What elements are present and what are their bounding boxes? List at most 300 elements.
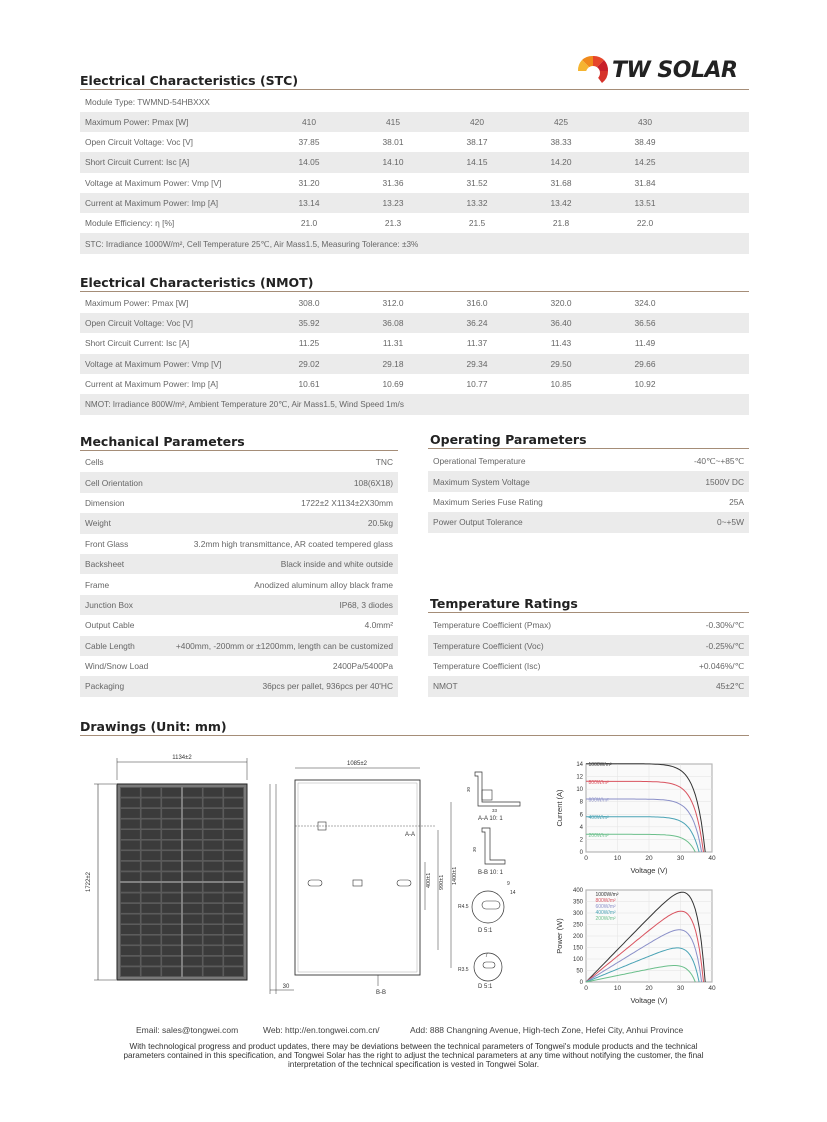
- legend-label: 400W/m²: [595, 910, 616, 916]
- section-details-drawing: [458, 772, 520, 990]
- mechanical-row: [80, 554, 398, 574]
- param-value: TNC: [375, 457, 393, 468]
- solar-cell: [162, 872, 181, 881]
- stc-row: [80, 193, 749, 213]
- solar-cell: [183, 840, 202, 849]
- solar-cell: [141, 946, 160, 955]
- mechanical-row: [80, 452, 398, 472]
- row-value: 14.15: [435, 152, 519, 172]
- solar-cell: [224, 798, 243, 807]
- back-width-dim: 1085±2: [347, 761, 367, 767]
- solar-cell: [203, 809, 222, 818]
- solar-cell: [121, 925, 140, 934]
- row-label: Short Circuit Current: Isc [A]: [85, 338, 190, 349]
- detail-d-dim-7: 7: [485, 953, 488, 959]
- detail-aa-dim-30: 30: [466, 786, 471, 792]
- row-value: 21.8: [552, 218, 570, 229]
- solar-cell: [121, 967, 140, 976]
- x-tick-label: 40: [708, 855, 716, 862]
- y-tick-label: 8: [579, 799, 583, 806]
- nmot-row: [80, 313, 749, 333]
- stc-row: [80, 152, 749, 172]
- row-value: 14.05: [267, 152, 351, 172]
- row-value: 36.08: [351, 313, 435, 333]
- operating-row: [428, 492, 749, 512]
- solar-cell: [203, 935, 222, 944]
- solar-cell: [162, 861, 181, 870]
- solar-cell: [121, 893, 140, 902]
- detail-c-dim-14: 14: [510, 890, 516, 896]
- legend-label: 600W/m²: [588, 797, 609, 804]
- row-value: 13.14: [267, 193, 351, 213]
- section-bb-label: B-B: [376, 990, 387, 996]
- row-value: 410: [267, 112, 351, 132]
- y-tick-label: 200: [572, 934, 583, 940]
- row-value: 37.85: [298, 137, 320, 148]
- y-tick-label: 0: [579, 980, 583, 986]
- solar-cell: [203, 883, 222, 892]
- operating-row: [428, 471, 749, 491]
- solar-cell: [203, 946, 222, 955]
- solar-cell: [121, 819, 140, 828]
- temperature-title-rule: [428, 612, 749, 613]
- row-value: 29.66: [603, 354, 687, 374]
- x-tick-label: 20: [645, 855, 653, 862]
- solar-cell: [162, 819, 181, 828]
- solar-cell: [224, 956, 243, 965]
- stc-note-row: [80, 233, 749, 254]
- mechanical-row: [80, 472, 398, 492]
- solar-cell: [121, 946, 140, 955]
- solar-cell: [121, 830, 140, 839]
- solar-cell: [183, 798, 202, 807]
- row-spacer: [687, 132, 749, 152]
- row-value: 31.52: [466, 177, 488, 188]
- solar-cell: [224, 904, 243, 913]
- legend-label: 1000W/m²: [588, 762, 612, 769]
- drawings-title-rule: [80, 735, 749, 736]
- solar-cell: [162, 798, 181, 807]
- solar-cell: [141, 935, 160, 944]
- param-label: Dimension: [85, 497, 125, 508]
- stc-row: [80, 173, 749, 193]
- row-value: 308.0: [298, 298, 320, 309]
- nmot-note-row: [80, 394, 749, 415]
- solar-cell: [141, 893, 160, 902]
- nmot-section-title: Electrical Characteristics (NMOT): [80, 275, 314, 290]
- solar-cell: [183, 861, 202, 870]
- y-tick-label: 14: [576, 762, 583, 768]
- x-tick-label: 10: [613, 985, 622, 992]
- solar-cell: [141, 840, 160, 849]
- nmot-table: [80, 293, 749, 415]
- row-value: 11.43: [550, 338, 572, 349]
- param-value: 36pcs per pallet, 936pcs per 40'HC: [170, 676, 398, 696]
- param-value: -0.25%/℃: [608, 635, 749, 655]
- y-tick-label: 50: [576, 968, 583, 975]
- solar-cell: [141, 830, 160, 839]
- y-tick-label: 12: [576, 774, 583, 781]
- solar-cell: [203, 830, 222, 839]
- row-value: 13.42: [519, 193, 603, 213]
- solar-cell: [162, 914, 181, 923]
- solar-cell: [183, 830, 202, 839]
- row-value: 36.56: [603, 313, 687, 333]
- y-tick-label: 6: [579, 812, 583, 819]
- solar-cell: [121, 904, 140, 913]
- mechanical-row: [80, 493, 398, 513]
- row-value: 10.69: [382, 378, 404, 389]
- detail-aa-label: A-A 10: 1: [478, 816, 503, 822]
- stc-row: [80, 112, 749, 132]
- row-value: 10.85: [550, 378, 572, 389]
- solar-cell: [224, 830, 243, 839]
- row-spacer: [687, 112, 749, 132]
- detail-bb-label: B-B 10: 1: [478, 870, 504, 876]
- solar-cell: [224, 819, 243, 828]
- detail-bb-dim-30: 30: [472, 846, 477, 852]
- mechanical-row: [80, 636, 398, 656]
- solar-cell: [162, 946, 181, 955]
- solar-cell: [121, 788, 140, 797]
- param-label: Backsheet: [80, 554, 170, 574]
- row-label: Short Circuit Current: Isc [A]: [80, 152, 267, 172]
- solar-cell: [183, 788, 202, 797]
- param-value: +400mm, -200mm or ±1200mm, length can be customized: [170, 636, 398, 656]
- brand-logo-text: TW SOLAR: [612, 58, 738, 83]
- y-tick-label: 150: [572, 945, 583, 952]
- row-value: 10.77: [466, 378, 488, 389]
- param-label: Power Output Tolerance: [428, 512, 608, 532]
- footer-email: Email: sales@tongwei.com: [136, 1025, 239, 1035]
- param-value: IP68, 3 diodes: [170, 595, 398, 615]
- mechanical-row: [80, 513, 398, 533]
- mechanical-row: [80, 676, 398, 696]
- solar-cell: [121, 872, 140, 881]
- solar-cell: [183, 819, 202, 828]
- operating-row: [428, 451, 749, 471]
- param-value: Anodized aluminum alloy black frame: [254, 579, 393, 590]
- y-tick-label: 100: [572, 957, 583, 963]
- solar-cell: [162, 925, 181, 934]
- temperature-row: [428, 615, 749, 635]
- solar-cell: [162, 893, 181, 902]
- solar-cell: [141, 788, 160, 797]
- front-height-dim: 1722±2: [86, 872, 92, 892]
- row-value: 38.49: [634, 137, 656, 148]
- row-value: 430: [603, 112, 687, 132]
- module-type: Module Type: TWMND-54HBXXX: [85, 97, 210, 107]
- row-value: 29.50: [519, 354, 603, 374]
- param-value: 2400Pa/5400Pa: [332, 661, 393, 672]
- param-label: Cable Length: [80, 636, 170, 656]
- solar-cell: [162, 840, 181, 849]
- solar-cell: [162, 809, 181, 818]
- temperature-section-title: Temperature Ratings: [430, 596, 578, 611]
- row-value: 425: [519, 112, 603, 132]
- footer-web: Web: http://en.tongwei.com.cn/: [263, 1025, 380, 1035]
- y-tick-label: 2: [579, 837, 583, 844]
- y-tick-label: 300: [572, 911, 583, 917]
- solar-cell: [203, 893, 222, 902]
- solar-cell: [141, 861, 160, 870]
- solar-cell: [121, 840, 140, 849]
- row-value: 316.0: [466, 298, 488, 309]
- solar-cell: [203, 819, 222, 828]
- back-990-dim: 990±1: [439, 874, 445, 890]
- x-axis-label: Voltage (V): [630, 996, 668, 1005]
- row-spacer: [687, 333, 749, 353]
- row-value: 312.0: [382, 298, 404, 309]
- legend-label: 200W/m²: [595, 916, 616, 922]
- solar-cell: [141, 819, 160, 828]
- legend-label: 800W/m²: [595, 898, 616, 904]
- solar-cell: [224, 893, 243, 902]
- row-spacer: [687, 152, 749, 172]
- stc-note: STC: Irradiance 1000W/m², Cell Temperature 25℃, Air Mass1.5, Measuring Tolerance: ±3%: [80, 233, 749, 254]
- legend-label: 400W/m²: [588, 815, 609, 822]
- detail-c-radius: R4.5: [458, 904, 469, 910]
- pv-curve-chart: [552, 884, 720, 1006]
- legend-label: 1000W/m²: [595, 892, 619, 898]
- row-spacer: [687, 193, 749, 213]
- row-value: 38.01: [382, 137, 404, 148]
- solar-cell: [183, 914, 202, 923]
- row-value: 14.25: [603, 152, 687, 172]
- solar-cell: [141, 925, 160, 934]
- stc-row: [80, 213, 749, 233]
- mechanical-section-title: Mechanical Parameters: [80, 434, 245, 449]
- row-label: Open Circuit Voltage: Voc [V]: [85, 137, 194, 148]
- solar-cell: [121, 809, 140, 818]
- footer-disclaimer: With technological progress and product updates, there may be deviations between the technical parameters of Tongwei's module products and the technical parameters contained in this specification, and Tongwei Solar has the right to adjust the technical parameters at any time without notifying the customer, the final interpretation of the technical specification is vested in Tongwei Solar.: [123, 1042, 704, 1069]
- solar-cell: [224, 925, 243, 934]
- solar-cell: [183, 967, 202, 976]
- solar-cell: [183, 872, 202, 881]
- row-value: 35.92: [267, 313, 351, 333]
- detail-aa-dim-33: 33: [492, 808, 498, 813]
- param-label: Wind/Snow Load: [85, 661, 149, 672]
- solar-cell: [183, 946, 202, 955]
- row-value: 11.31: [382, 338, 404, 349]
- mechanical-row: [80, 574, 398, 594]
- solar-cell: [162, 956, 181, 965]
- solar-cell: [141, 914, 160, 923]
- row-value: 11.25: [298, 338, 320, 349]
- row-label: Module Efficiency: η [%]: [85, 218, 175, 229]
- row-value: 31.20: [298, 177, 320, 188]
- solar-cell: [224, 809, 243, 818]
- solar-cell: [162, 788, 181, 797]
- param-label: Maximum System Voltage: [428, 471, 608, 491]
- operating-title-rule: [428, 448, 749, 449]
- row-label: Maximum Power: Pmax [W]: [80, 112, 267, 132]
- row-value: 36.40: [519, 313, 603, 333]
- solar-cell: [162, 935, 181, 944]
- solar-cell: [141, 872, 160, 881]
- param-value: 108(6X18): [170, 472, 398, 492]
- back-view-drawing: [295, 761, 458, 996]
- solar-cell: [224, 967, 243, 976]
- row-value: 13.23: [351, 193, 435, 213]
- mechanical-table: [80, 452, 398, 697]
- solar-cell: [141, 956, 160, 965]
- mechanical-title-rule: [80, 450, 398, 451]
- solar-cell: [203, 798, 222, 807]
- x-tick-label: 40: [708, 985, 716, 992]
- row-value: 21.0: [300, 218, 318, 229]
- operating-section-title: Operating Parameters: [430, 432, 587, 447]
- param-value: 0~+5W: [608, 512, 749, 532]
- row-value: 10.61: [298, 378, 320, 389]
- row-spacer: [687, 354, 749, 374]
- solar-cell: [224, 935, 243, 944]
- legend-label: 800W/m²: [588, 779, 609, 786]
- solar-cell: [162, 830, 181, 839]
- param-label: Temperature Coefficient (Voc): [428, 635, 608, 655]
- solar-cell: [121, 883, 140, 892]
- nmot-row: [80, 333, 749, 353]
- param-label: Front Glass: [85, 538, 129, 549]
- row-value: 11.49: [634, 338, 656, 349]
- solar-cell: [203, 840, 222, 849]
- param-value: -0.30%/℃: [705, 620, 744, 631]
- tw-solar-logo-icon: [576, 54, 610, 88]
- row-value: 38.33: [550, 137, 572, 148]
- row-spacer: [687, 173, 749, 193]
- nmot-note: NMOT: Irradiance 800W/m², Ambient Temperature 20℃, Air Mass1.5, Wind Speed 1m/s: [80, 394, 749, 415]
- temperature-row: [428, 635, 749, 655]
- operating-row: [428, 512, 749, 532]
- x-tick-label: 30: [676, 985, 685, 992]
- row-label: Open Circuit Voltage: Voc [V]: [80, 313, 267, 333]
- solar-cell: [121, 861, 140, 870]
- solar-cell: [203, 925, 222, 934]
- row-spacer: [687, 313, 749, 333]
- legend-label: 600W/m²: [595, 904, 616, 910]
- solar-cell: [203, 788, 222, 797]
- param-value: 1722±2 X1134±2X30mm: [301, 497, 393, 508]
- section-aa-label: A-A: [405, 832, 416, 838]
- detail-c-dim-9: 9: [507, 881, 510, 887]
- solar-cell: [203, 914, 222, 923]
- front-width-dim: 1134±2: [172, 755, 192, 761]
- param-label: Packaging: [80, 676, 170, 696]
- x-axis-label: Voltage (V): [630, 866, 668, 875]
- y-tick-label: 400: [572, 888, 583, 894]
- drawings-section-title: Drawings (Unit: mm): [80, 719, 227, 734]
- solar-cell: [141, 904, 160, 913]
- row-value: 21.3: [384, 218, 402, 229]
- stc-title-rule: [80, 89, 749, 90]
- operating-table: [428, 451, 749, 533]
- mechanical-row: [80, 534, 398, 554]
- param-value: -40℃~+85℃: [693, 456, 744, 467]
- solar-cell: [162, 904, 181, 913]
- detail-d-label: D 5:1: [478, 984, 493, 990]
- row-value: 13.32: [435, 193, 519, 213]
- y-tick-label: 4: [579, 824, 583, 831]
- row-value: 14.10: [351, 152, 435, 172]
- solar-cell: [141, 851, 160, 860]
- param-label: Frame: [85, 579, 110, 590]
- row-spacer: [687, 374, 749, 394]
- param-label: Output Cable: [85, 620, 135, 631]
- param-label: Cells: [85, 457, 104, 468]
- nmot-row: [80, 374, 749, 394]
- row-value: 14.20: [519, 152, 603, 172]
- solar-cell: [183, 809, 202, 818]
- iv-curve-chart: [552, 758, 720, 876]
- solar-cell: [203, 967, 222, 976]
- x-tick-label: 0: [584, 855, 588, 862]
- front-view-drawing: [86, 755, 294, 994]
- temperature-row: [428, 676, 749, 696]
- row-value: 415: [351, 112, 435, 132]
- y-tick-label: 250: [572, 922, 583, 929]
- solar-cell: [183, 851, 202, 860]
- row-value: 31.68: [550, 177, 572, 188]
- y-axis-label: Power (W): [555, 918, 564, 954]
- row-value: 324.0: [634, 298, 656, 309]
- row-value: 29.18: [351, 354, 435, 374]
- row-value: 38.17: [466, 137, 488, 148]
- row-value: 22.0: [636, 218, 654, 229]
- detail-c-label: D 5:1: [478, 928, 493, 934]
- row-value: 11.37: [466, 338, 488, 349]
- x-tick-label: 20: [645, 985, 653, 992]
- solar-cell: [121, 798, 140, 807]
- param-value: 20.5kg: [170, 513, 398, 533]
- back-1400-dim: 1400±1: [452, 866, 458, 885]
- solar-cell: [183, 904, 202, 913]
- row-value: 31.84: [634, 177, 656, 188]
- solar-cell: [203, 956, 222, 965]
- back-400-dim: 400±1: [426, 872, 432, 888]
- param-label: Temperature Coefficient (Isc): [433, 660, 541, 671]
- solar-cell: [141, 809, 160, 818]
- param-label: Temperature Coefficient (Pmax): [433, 620, 552, 631]
- solar-cell: [121, 935, 140, 944]
- row-value: 10.92: [634, 378, 656, 389]
- nmot-row: [80, 293, 749, 313]
- solar-cell: [162, 967, 181, 976]
- row-label: Current at Maximum Power: Imp [A]: [85, 378, 219, 389]
- row-label: Current at Maximum Power: Imp [A]: [80, 193, 267, 213]
- footer-address: Add: 888 Changning Avenue, High-tech Zone, Hefei City, Anhui Province: [410, 1025, 684, 1035]
- y-tick-label: 350: [572, 899, 583, 906]
- param-value: Black inside and white outside: [170, 554, 398, 574]
- mechanical-row: [80, 595, 398, 615]
- solar-cell: [203, 872, 222, 881]
- row-value: 29.02: [267, 354, 351, 374]
- solar-cell: [224, 872, 243, 881]
- x-tick-label: 0: [584, 985, 588, 992]
- row-value: 31.36: [382, 177, 404, 188]
- row-label: Maximum Power: Pmax [W]: [85, 298, 189, 309]
- solar-cell: [162, 851, 181, 860]
- solar-cell: [121, 956, 140, 965]
- row-spacer: [687, 213, 749, 233]
- solar-cell: [203, 861, 222, 870]
- x-tick-label: 10: [613, 855, 622, 862]
- row-spacer: [687, 293, 749, 313]
- module-drawings: [80, 750, 550, 1000]
- param-label: Maximum Series Fuse Rating: [433, 496, 543, 507]
- solar-cell: [224, 914, 243, 923]
- stc-table: [80, 92, 749, 254]
- legend-label: 200W/m²: [588, 832, 609, 839]
